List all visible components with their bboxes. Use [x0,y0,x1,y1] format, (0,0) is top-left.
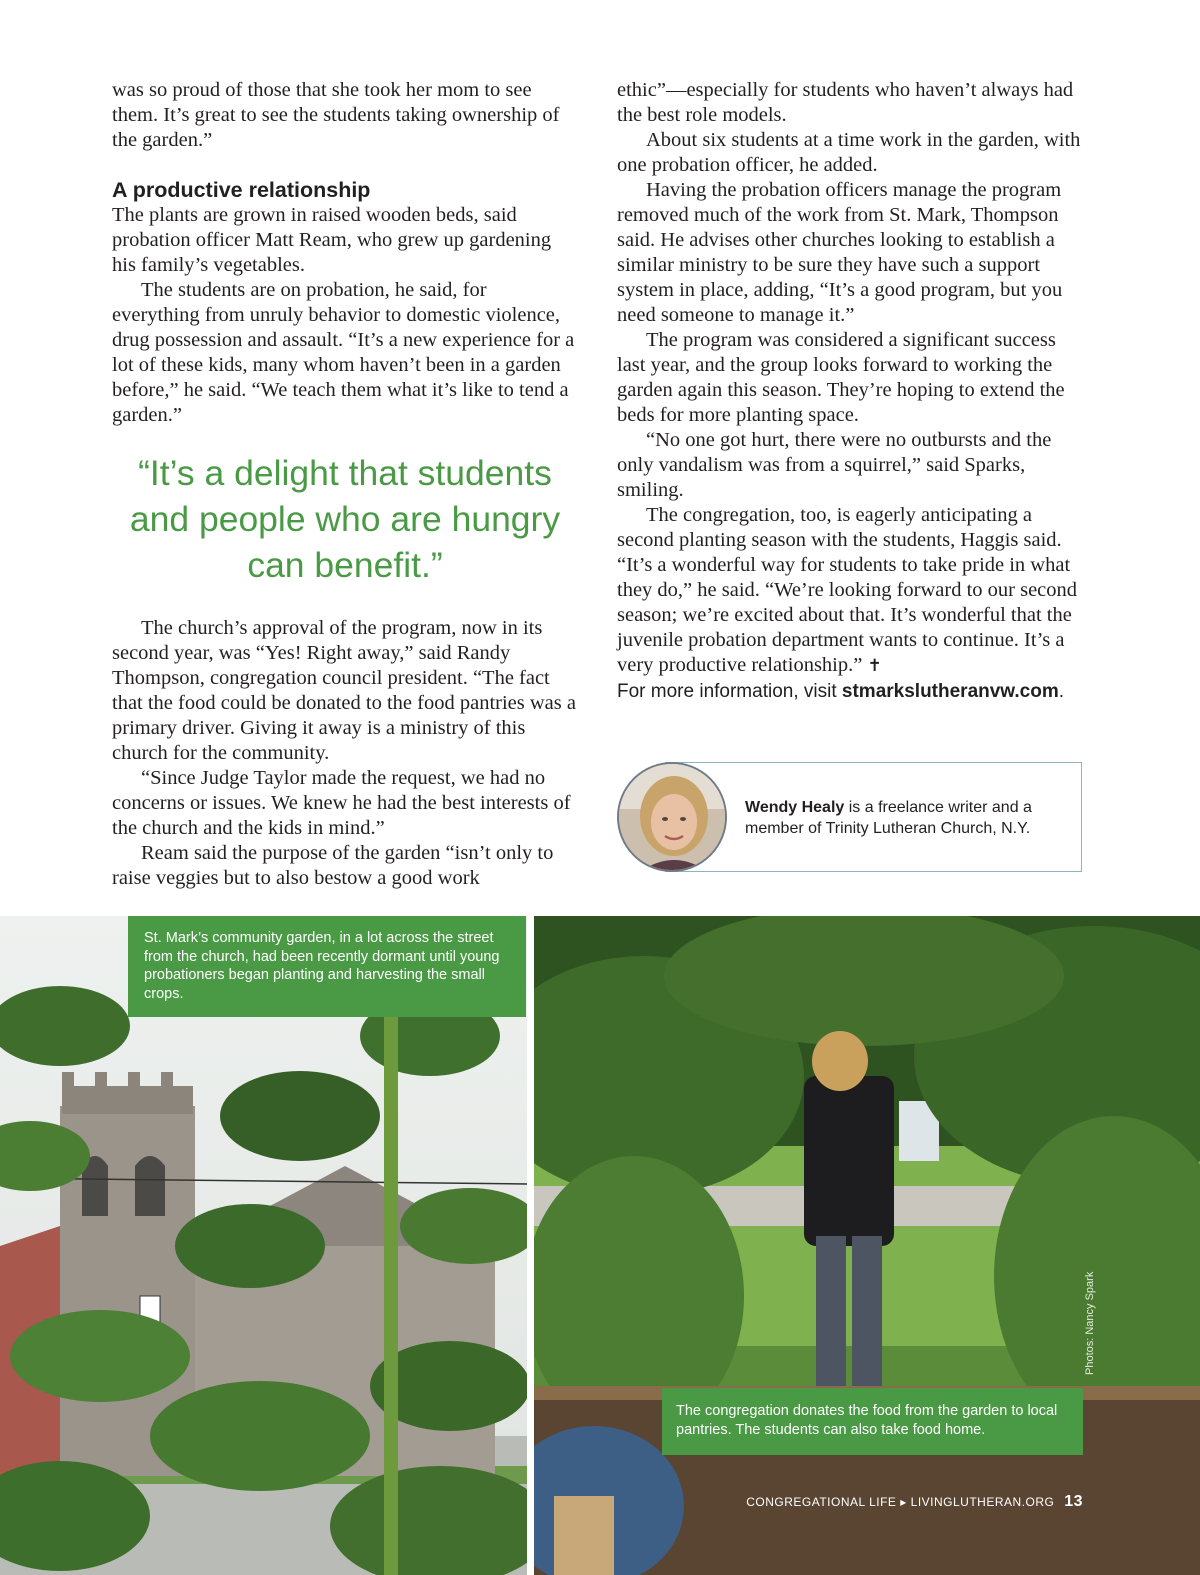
right-column [617,78,1083,704]
paragraph: The plants are grown in raised wooden beds, said probation officer Matt Ream, who grew up gardening his family’s vegetables. [112,204,552,276]
paragraph [617,503,1083,679]
paragraph: Ream said the purpose of the garden “isn’t only to raise veggies but to also bestow a good work [112,842,554,889]
more-info [617,679,1083,704]
page-number: 13 [1064,1493,1083,1510]
paragraph-text: The congregation, too, is eagerly anticipating a second planting season with the students, Haggis said. “It’s a wonderful way for students to take pride in what they do,” he said. “We’re looking forward to our second season; we’re excited about that. It’s wonderful that the juvenile probation department wants to continue. It’s a very productive relationship.” [617,504,1078,676]
author-bio [745,797,1075,839]
left-column [112,78,578,891]
author-bio-text: is a freelance writer and a member of Trinity Lutheran Church, N.Y. [745,799,1032,837]
garden-student-photo [534,916,1200,1575]
footer-section: CONGREGATIONAL LIFE [746,1495,897,1509]
more-info-link[interactable]: stmarkslutheranvw.com [841,681,1059,702]
paragraph: The church’s approval of the program, now in its second year, was “Yes! Right away,” said Randy Thompson, congregation council president. “The fact that the food could be donated to the food pantries was a primary driver. Giving it away is a ministry of this church for the community. [112,617,576,764]
photo-caption-left: St. Mark’s community garden, in a lot across the street from the church, had been recently dormant until young probationers began planting and harvesting the small crops. [128,916,526,1017]
more-info-prefix: For more information, visit [617,681,842,702]
pull-quote: “It’s a delight that students and people who are hungry can benefit.” [129,453,561,585]
author-photo [617,762,727,872]
section-heading: A productive relationship [112,178,371,202]
garden-arch-image [534,916,1200,1575]
footer-separator-icon: ▸ [900,1495,907,1509]
more-info-suffix: . [1058,681,1065,702]
paragraph: “Since Judge Taylor made the request, we had no concerns or issues. We knew he had the best interests of the church and the kids in mind.” [112,767,571,839]
end-mark-icon: ✝ [867,656,882,676]
page-footer [746,1493,1083,1511]
author-name: Wendy Healy [745,799,845,816]
paragraph: was so proud of those that she took her mom to see them. It’s great to see the students taking ownership of the garden.” [112,79,560,151]
photo-caption-right: The congregation donates the food from the garden to local pantries. The students can also take food home. [662,1388,1083,1455]
paragraph: The program was considered a significant success last year, and the group looks forward to working the garden again this season. They’re hoping to extend the beds for more planting space. [617,329,1065,426]
author-portrait-icon [619,764,727,872]
paragraph: Having the probation officers manage the program removed much of the work from St. Mark, Thompson said. He advises other churches looking to establish a similar ministry to be sure they have such a support system in place, adding, “It’s a good program, but you need someone to manage it.” [617,179,1063,326]
footer-site: LIVINGLUTHERAN.ORG [910,1495,1055,1509]
paragraph: The students are on probation, he said, for everything from unruly behavior to domestic violence, drug possession and assault. “It’s a new experience for a lot of these kids, many whom haven’t been in a garden before,” he said. “We teach them what it’s like to tend a garden.” [112,279,575,426]
photo-credit: Photos: Nancy Spark [1084,1271,1096,1375]
paragraph: ethic”—especially for students who haven’t always had the best role models. [617,79,1074,126]
paragraph: “No one got hurt, there were no outbursts and the only vandalism was from a squirrel,” said Sparks, smiling. [617,429,1052,501]
paragraph: About six students at a time work in the garden, with one probation officer, he added. [617,129,1081,176]
